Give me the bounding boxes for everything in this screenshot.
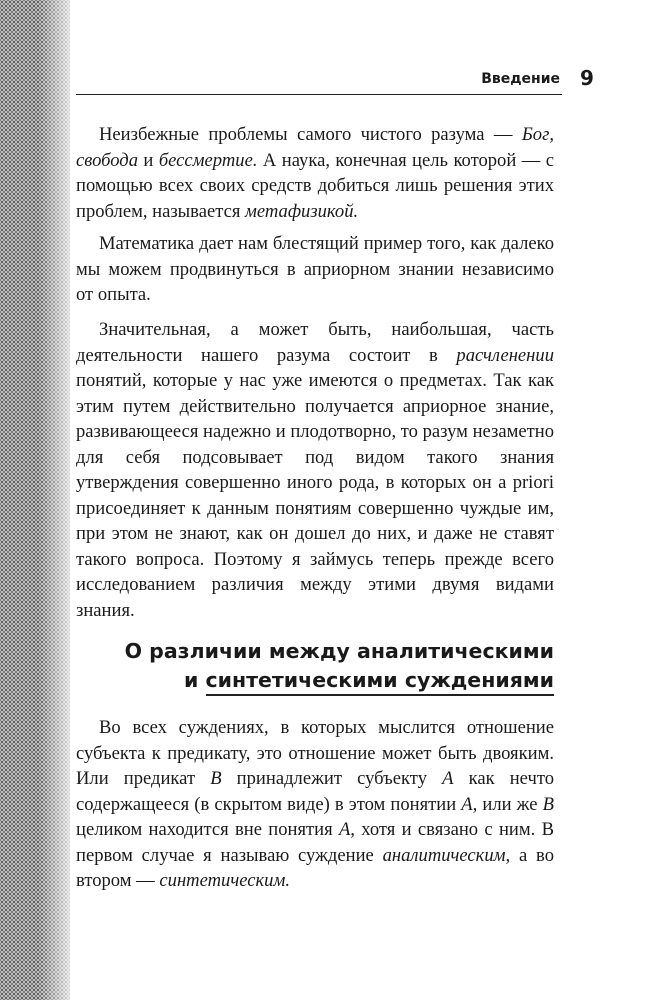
italic-run: A, bbox=[338, 819, 355, 840]
italic-run: A bbox=[442, 768, 454, 789]
section-heading-underline bbox=[206, 694, 554, 696]
italic-run: B bbox=[210, 768, 222, 789]
text-run: или же bbox=[477, 793, 543, 815]
italic-run: A, bbox=[461, 793, 478, 815]
text-run: и bbox=[138, 149, 159, 171]
italic-run: метафизикой. bbox=[245, 200, 359, 222]
section-heading-line-1: О различии между аналитическими bbox=[124, 639, 554, 663]
section-heading bbox=[76, 637, 554, 695]
text-run: как нечто содержащееся (в скрытом виде) в этом понятии bbox=[76, 768, 554, 815]
text-run: целиком находится вне понятия bbox=[76, 819, 339, 840]
text-run: понятий, которые у нас уже имеются о предметах. Так как этим путем действительно получается априорное знание, развивающееся надежно и плодотворно, то разум незаметно для себя подсовывает под видом такого знания утверждения совершенно иного рода, в которых он a priori присоединяет к данным понятиям совершенно чуждые им, при этом не знают, как он дошел до них, и даже не ставят такого вопроса. Поэтому я займусь теперь прежде всего исследованием различия между этими двумя видами знания. bbox=[76, 370, 554, 621]
italic-run: аналитическим, bbox=[382, 844, 511, 866]
paragraph-2 bbox=[76, 231, 554, 308]
italic-run: синтетическим. bbox=[159, 870, 290, 891]
italic-run: бессмертие. bbox=[158, 149, 258, 171]
page-number: 9 bbox=[580, 66, 594, 90]
text-run: хотя и связано с ним. В первом случае я называю суждение bbox=[76, 819, 554, 866]
italic-run: расчленении bbox=[456, 344, 554, 366]
text-run: Во всех суждениях, в которых мыслится отношение субъекта к предикату, это отношение может быть двояким. Или предикат bbox=[76, 717, 554, 789]
running-head-section-title: Введение bbox=[481, 71, 560, 87]
text-run: А наука, конечная цель которой — с помощью всех своих средств добиться лишь решения этих проблем, называется bbox=[76, 149, 554, 222]
paragraph-3 bbox=[76, 317, 554, 623]
text-run: Математика дает нам блестящий пример того, как далеко мы можем продвинуться в априорном знании независимо от опыта. bbox=[76, 233, 554, 305]
text-run: принадлежит субъекту bbox=[221, 768, 443, 789]
text-run: Значительная, а может быть, наибольшая, часть деятельности нашего разума состоит в bbox=[76, 319, 554, 366]
page-edge-shadow bbox=[0, 0, 70, 1000]
text-run: а во втором — bbox=[76, 844, 554, 891]
text-run: Неизбежные проблемы самого чистого разума — bbox=[99, 124, 522, 145]
paragraph-1 bbox=[76, 122, 554, 224]
italic-run: Бог, свобода bbox=[76, 124, 554, 171]
italic-run: B bbox=[542, 793, 554, 815]
running-head bbox=[76, 70, 562, 95]
section-heading-line-2: и синтетическими суждениями bbox=[183, 668, 554, 692]
paragraph-4 bbox=[76, 715, 554, 894]
